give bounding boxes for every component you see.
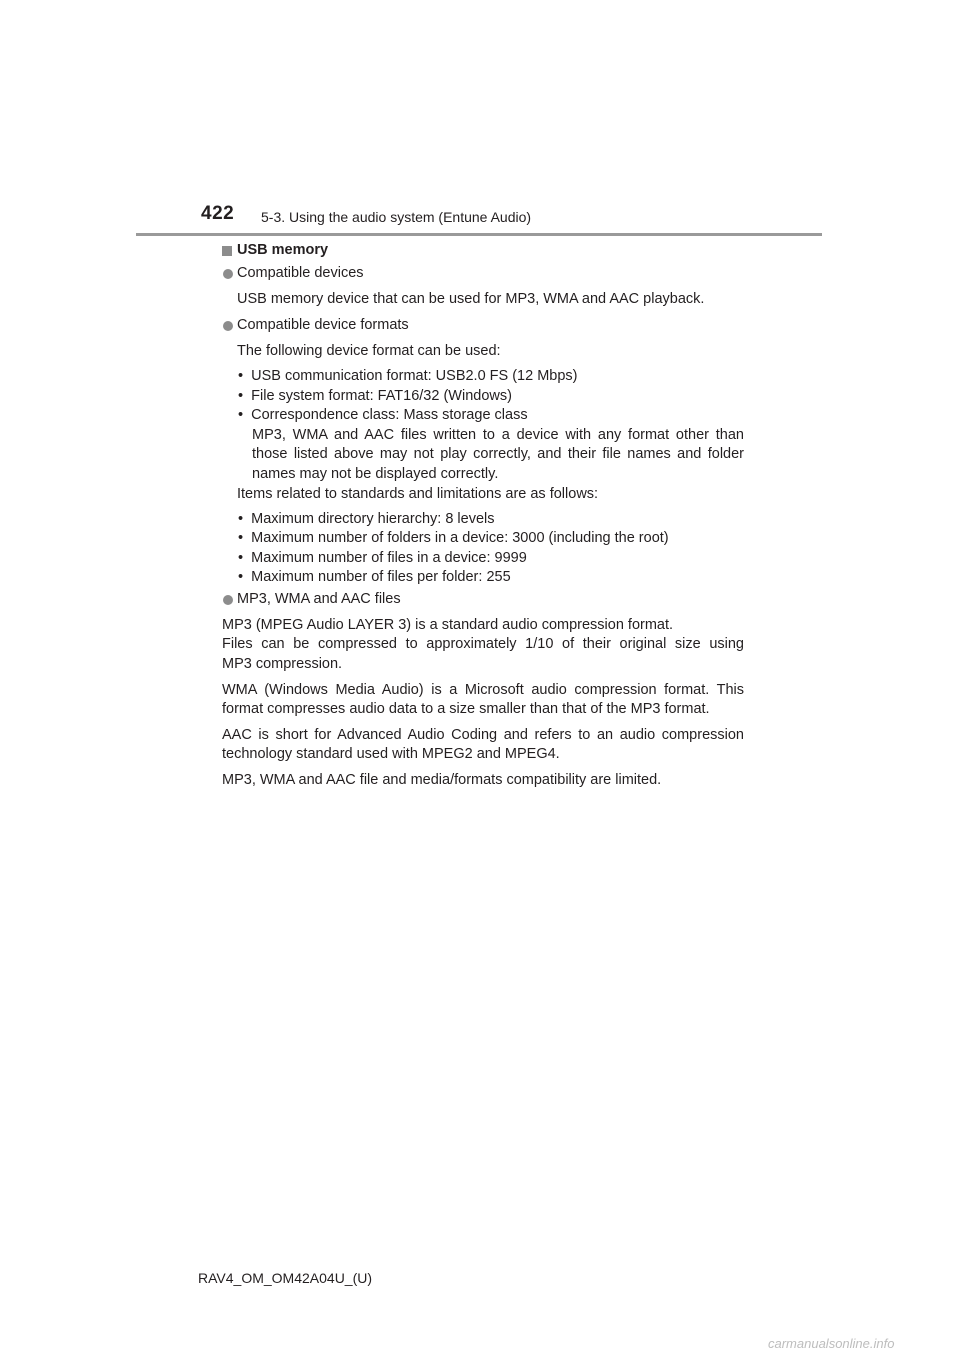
circle-bullet-icon [223,595,233,605]
files-paragraph-line: MP3 compression. [222,656,343,672]
files-paragraph-line: WMA (Windows Media Audio) is a Microsoft audio compression format. This [222,682,744,698]
list-item: • Correspondence class: Mass storage class [238,407,528,423]
list-item-text: Maximum number of files per folder: 255 [251,569,511,585]
files-label: MP3, WMA and AAC files [237,591,401,607]
list-item: • Maximum number of files per folder: 255 [238,569,511,585]
files-paragraph-line: Files can be compressed to approximately 1/10 of their original size using [222,636,744,652]
files-paragraph-line: format compresses audio data to a size smaller than that of the MP3 format. [222,701,710,717]
files-paragraph-line: technology standard used with MPEG2 and MPEG4. [222,746,560,762]
square-bullet-icon [222,246,232,256]
list-item: • File system format: FAT16/32 (Windows) [238,388,512,404]
usb-memory-heading: USB memory [237,242,329,258]
format-note-line: MP3, WMA and AAC files written to a device with any format other than [252,427,744,443]
list-item-text: Maximum directory hierarchy: 8 levels [251,511,495,527]
watermark-link[interactable]: carmanualsonline.info [768,1336,895,1351]
format-note-line: those listed above may not play correctly, and their file names and folder [252,446,744,462]
section-header: 5-3. Using the audio system (Entune Audio) [261,209,532,225]
circle-bullet-icon [223,269,233,279]
document-code: RAV4_OM_OM42A04U_(U) [198,1270,373,1286]
list-item-text: Maximum number of files in a device: 9999 [251,550,527,566]
list-item-text: Correspondence class: Mass storage class [251,407,528,423]
list-item: • Maximum directory hierarchy: 8 levels [238,511,495,527]
list-item: • Maximum number of files in a device: 9999 [238,550,527,566]
compatible-devices-text: USB memory device that can be used for MP3, WMA and AAC playback. [237,291,705,307]
compatible-formats-label: Compatible device formats [237,317,409,333]
page-number: 422 [201,203,235,224]
list-item: • USB communication format: USB2.0 FS (12 Mbps) [238,368,578,384]
files-paragraph-line: MP3 (MPEG Audio LAYER 3) is a standard audio compression format. [222,617,674,633]
files-paragraph-line: MP3, WMA and AAC file and media/formats compatibility are limited. [222,772,662,788]
list-item: • Maximum number of folders in a device: 3000 (including the root) [238,530,669,546]
list-item-text: USB communication format: USB2.0 FS (12 Mbps) [251,368,578,384]
list-item-text: Maximum number of folders in a device: 3000 (including the root) [251,530,669,546]
limits-intro: Items related to standards and limitations are as follows: [237,486,599,502]
header-rule [136,233,822,236]
list-item-text: File system format: FAT16/32 (Windows) [251,388,512,404]
format-note-line: names may not be displayed correctly. [252,466,499,482]
formats-intro: The following device format can be used: [237,343,501,359]
files-paragraph-line: AAC is short for Advanced Audio Coding and refers to an audio compression [222,727,744,743]
compatible-devices-label: Compatible devices [237,265,364,281]
circle-bullet-icon [223,321,233,331]
